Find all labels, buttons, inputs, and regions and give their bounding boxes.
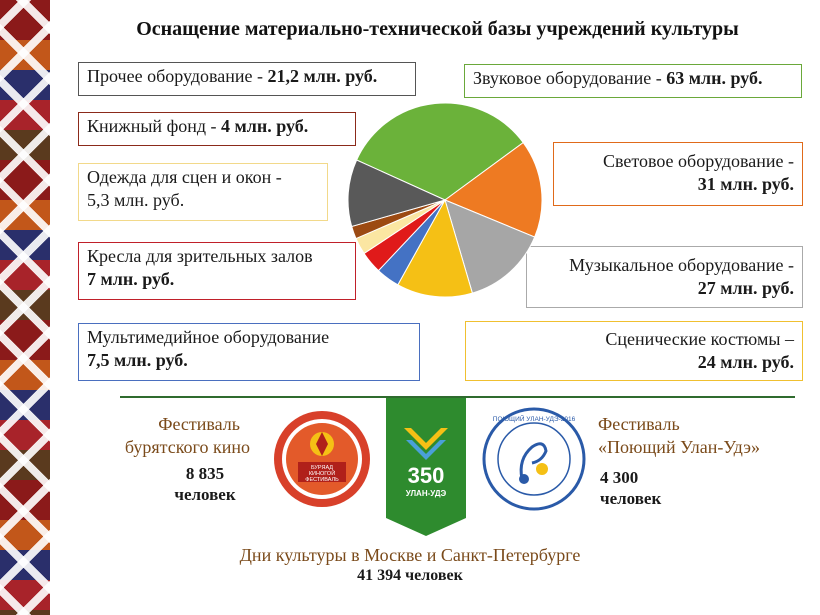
ulan-ude-350-banner (386, 398, 466, 536)
box-light-equipment (553, 142, 803, 206)
festival-left-count (160, 463, 250, 505)
festival-right-unit: человек (600, 489, 662, 508)
festival-left-number: 8 835 (185, 464, 225, 483)
box-clothes-line1: Одежда для сцен и окон - (87, 167, 282, 187)
culture-days-title: Дни культуры в Москве и Санкт-Петербурге (239, 545, 581, 565)
box-music-equipment (526, 246, 803, 308)
box-music-line1: Музыкальное оборудование - (569, 255, 794, 275)
festival-right-name (598, 413, 798, 459)
svg-text:КИНОГОЙ: КИНОГОЙ (308, 471, 336, 477)
logo-left-text: БУРЯАД (310, 465, 334, 471)
box-stage-clothes (78, 163, 328, 221)
box-sound-label: Звуковое оборудование - (473, 68, 667, 88)
page-title: Оснащение материально-технической базы учреждений культуры (136, 18, 739, 40)
festival-left-name (105, 413, 250, 459)
box-multimedia-line1: Мультимедийное оборудование (87, 327, 330, 347)
box-costumes-line2: 24 млн. руб. (697, 352, 794, 372)
box-books-value: 4 млн. руб. (221, 116, 309, 136)
box-music-line2: 27 млн. руб. (697, 278, 794, 298)
box-stage-costumes (465, 321, 803, 381)
festival-left-line1: Фестиваль (158, 414, 240, 434)
box-light-line2: 31 млн. руб. (697, 174, 794, 194)
box-sound-equipment (464, 64, 802, 98)
box-seats (78, 242, 356, 300)
box-multimedia (78, 323, 420, 381)
box-other-equipment (78, 62, 416, 96)
culture-days-count: 41 394 человек (357, 567, 463, 584)
banner-caption: УЛАН-УДЭ (405, 489, 447, 498)
banner-number: 350 (407, 463, 445, 488)
singing-ulan-ude-logo (482, 407, 586, 511)
festival-left-unit: человек (174, 485, 236, 504)
box-seats-line1: Кресла для зрительных залов (87, 246, 313, 266)
festival-right-line1: Фестиваль (598, 414, 680, 434)
festival-right-line2: «Поющий Улан-Удэ» (598, 437, 760, 457)
logo-right-text: ПОЮЩИЙ УЛАН-УДЭ-2016 (492, 416, 576, 423)
box-clothes-line2: 5,3 млн. руб. (87, 190, 185, 210)
box-sound-value: 63 млн. руб. (666, 68, 763, 88)
box-book-fund (78, 112, 356, 146)
decorative-ornament-strip (0, 0, 50, 615)
pie-chart (345, 100, 545, 300)
svg-text:ФЕСТИВАЛЬ: ФЕСТИВАЛЬ (305, 477, 339, 483)
festival-right-number: 4 300 (600, 468, 639, 487)
festival-left-line2: бурятского кино (124, 437, 250, 457)
box-light-line1: Световое оборудование - (602, 151, 794, 171)
buryat-film-festival-logo (272, 404, 372, 514)
festival-right-count (600, 467, 700, 509)
box-costumes-line1: Сценические костюмы – (605, 329, 794, 349)
box-seats-line2: 7 млн. руб. (87, 269, 175, 289)
box-other-label: Прочее оборудование - (87, 66, 268, 86)
box-multimedia-line2: 7,5 млн. руб. (87, 350, 188, 370)
box-books-label: Книжный фонд - (87, 116, 222, 136)
box-other-value: 21,2 млн. руб. (267, 66, 378, 86)
